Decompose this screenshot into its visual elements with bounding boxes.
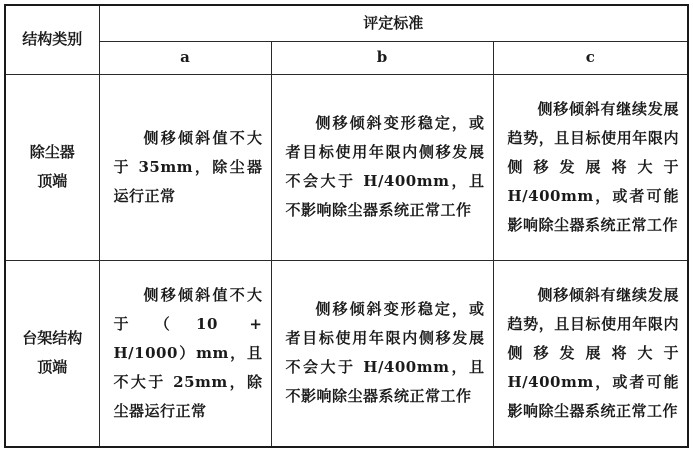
row2-level-a-text: 侧移倾斜值不大于（10 + H/1000）mm，且不大于 25mm，除尘器运行正常 [113, 285, 263, 420]
table-row [5, 260, 688, 447]
evaluation-table [4, 4, 689, 448]
header-level-a: a [99, 41, 271, 74]
row2-level-b-text: 侧移倾斜变形稳定，或者目标使用年限内侧移发展不会大于 H/400mm，且不影响除尘器系统正常工作 [285, 300, 485, 406]
row2-level-a [99, 260, 271, 447]
row1-level-a-text: 侧移倾斜值不大于 35mm，除尘器运行正常 [113, 128, 263, 205]
row2-level-c-text: 侧移倾斜有继续发展趋势，且目标使用年限内侧移发展将大于 H/400mm，或者可能影响除尘器系统正常工作 [507, 285, 680, 420]
row2-level-c [493, 260, 688, 447]
row1-level-b [271, 74, 493, 260]
row1-level-b-text: 侧移倾斜变形稳定，或者目标使用年限内侧移发展不会大于 H/400mm，且不影响除尘器系统正常工作 [285, 114, 485, 219]
header-structure-category: 结构类别 [5, 5, 99, 74]
header-level-b: b [271, 41, 493, 74]
row2-level-b [271, 260, 493, 447]
header-level-c: c [493, 41, 688, 74]
row1-level-c-text: 侧移倾斜有继续发展趋势，且目标使用年限内侧移发展将大于 H/400mm，或者可能影响除尘器系统正常工作 [507, 99, 680, 234]
table-row [5, 74, 688, 260]
row1-level-c [493, 74, 688, 260]
row1-level-a [99, 74, 271, 260]
row-category-platform-top: 台架结构 顶端 [5, 260, 99, 447]
row-category-dust-collector-top: 除尘器 顶端 [5, 74, 99, 260]
header-evaluation-standard: 评定标准 [99, 5, 688, 41]
